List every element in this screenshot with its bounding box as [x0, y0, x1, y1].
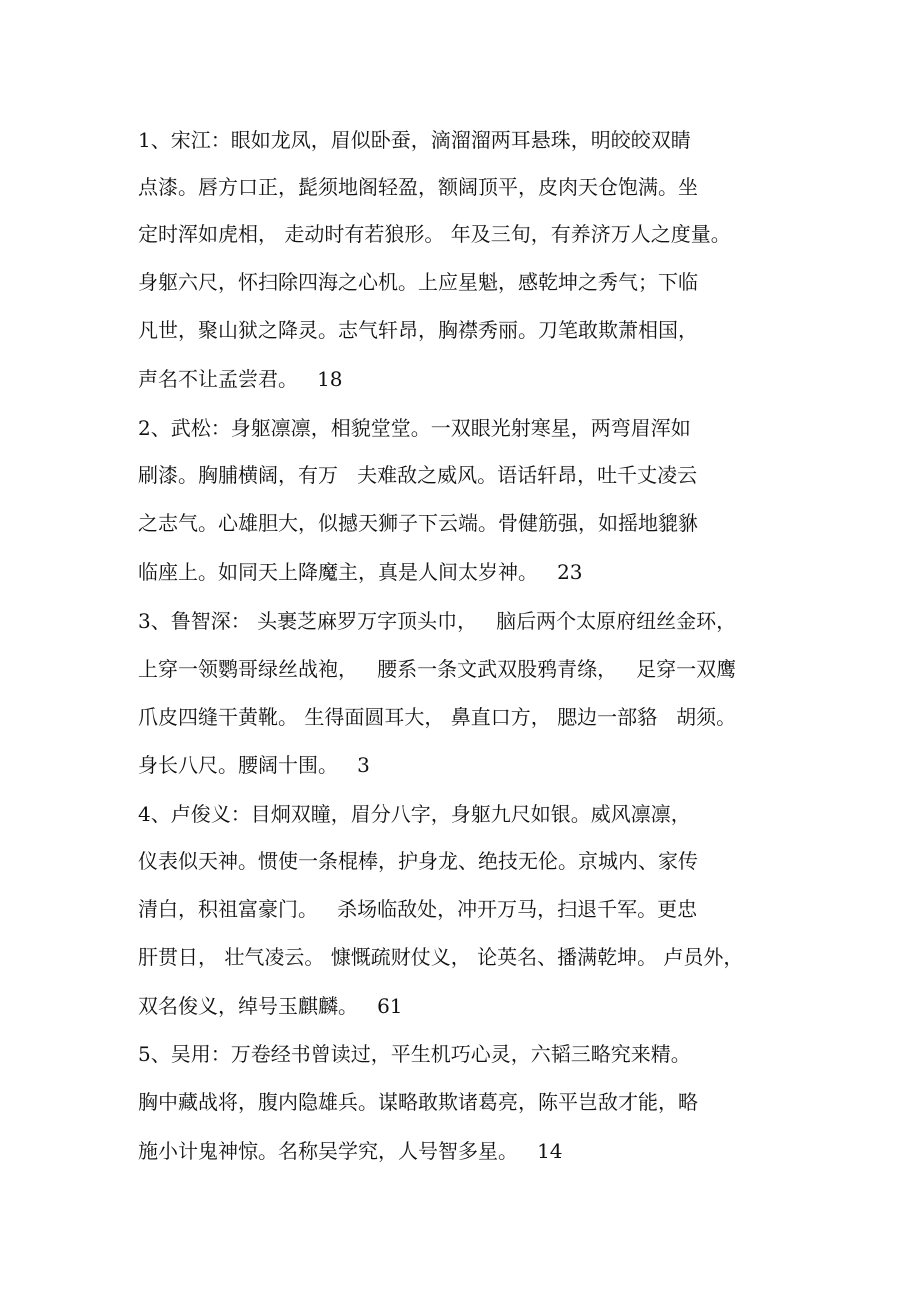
- text-line: 5、吴用：万卷经书曾读过，平生机巧心灵，六韬三略究来精。: [138, 1042, 691, 1066]
- text-line: 声名不让孟尝君。 18: [138, 367, 343, 391]
- text-line: 点漆。唇方口正，髭须地阁轻盈，额阔顶平，皮肉天仓饱满。坐: [138, 175, 698, 199]
- text-line: 刷漆。胸脯横阔，有万 夫难敌之威风。语话轩昂，吐千丈凌云: [138, 463, 698, 487]
- text-line: 胸中藏战将，腹内隐雄兵。谋略敢欺诸葛亮，陈平岂敌才能，略: [138, 1090, 698, 1114]
- text-line: 4、卢俊义：目炯双瞳，眉分八字，身躯九尺如银。威风凛凛，: [138, 802, 691, 826]
- text-line: 上穿一领鹦哥绿丝战袍， 腰系一条文武双股鸦青绦， 足穿一双鹰: [138, 657, 737, 681]
- text-line: 爪皮四缝干黄靴。 生得面圆耳大， 鼻直口方， 腮边一部貉 胡须。: [138, 705, 737, 729]
- text-line: 定时浑如虎相， 走动时有若狼形。 年及三旬，有养济万人之度量。: [138, 222, 731, 246]
- text-line: 之志气。心雄胆大，似撼天狮子下云端。骨健筋强，如摇地貔貅: [138, 511, 698, 535]
- text-line: 临座上。如同天上降魔主，真是人间太岁神。 23: [138, 560, 583, 584]
- text-line: 双名俊义，绰号玉麒麟。 61: [138, 994, 403, 1018]
- text-line: 施小计鬼神惊。名称吴学究，人号智多星。 14: [138, 1139, 563, 1163]
- text-line: 身长八尺。腰阔十围。 3: [138, 753, 370, 777]
- text-line: 清白，积祖富豪门。 杀场临敌处，冲开万马，扫退千军。更忠: [138, 897, 698, 921]
- text-line: 凡世，聚山狱之降灵。志气轩昂，胸襟秀丽。刀笔敢欺萧相国，: [138, 318, 698, 342]
- text-line: 仪表似天神。惯使一条棍棒，护身龙、绝技无伦。京城内、家传: [138, 849, 698, 873]
- text-line: 3、鲁智深： 头裹芝麻罗万字顶头巾， 脑后两个太原府纽丝金环，: [138, 609, 737, 633]
- text-line: 1、宋江：眼如龙凤，眉似卧蚕，滴溜溜两耳悬珠，明皎皎双睛: [138, 128, 691, 152]
- text-line: 2、武松：身躯凛凛，相貌堂堂。一双眼光射寒星，两弯眉浑如: [138, 416, 691, 440]
- text-line: 身躯六尺，怀扫除四海之心机。上应星魁，感乾坤之秀气；下临: [138, 270, 698, 294]
- text-line: 肝贯日， 壮气凌云。 慷慨疏财仗义， 论英名、播满乾坤。 卢员外，: [138, 945, 744, 969]
